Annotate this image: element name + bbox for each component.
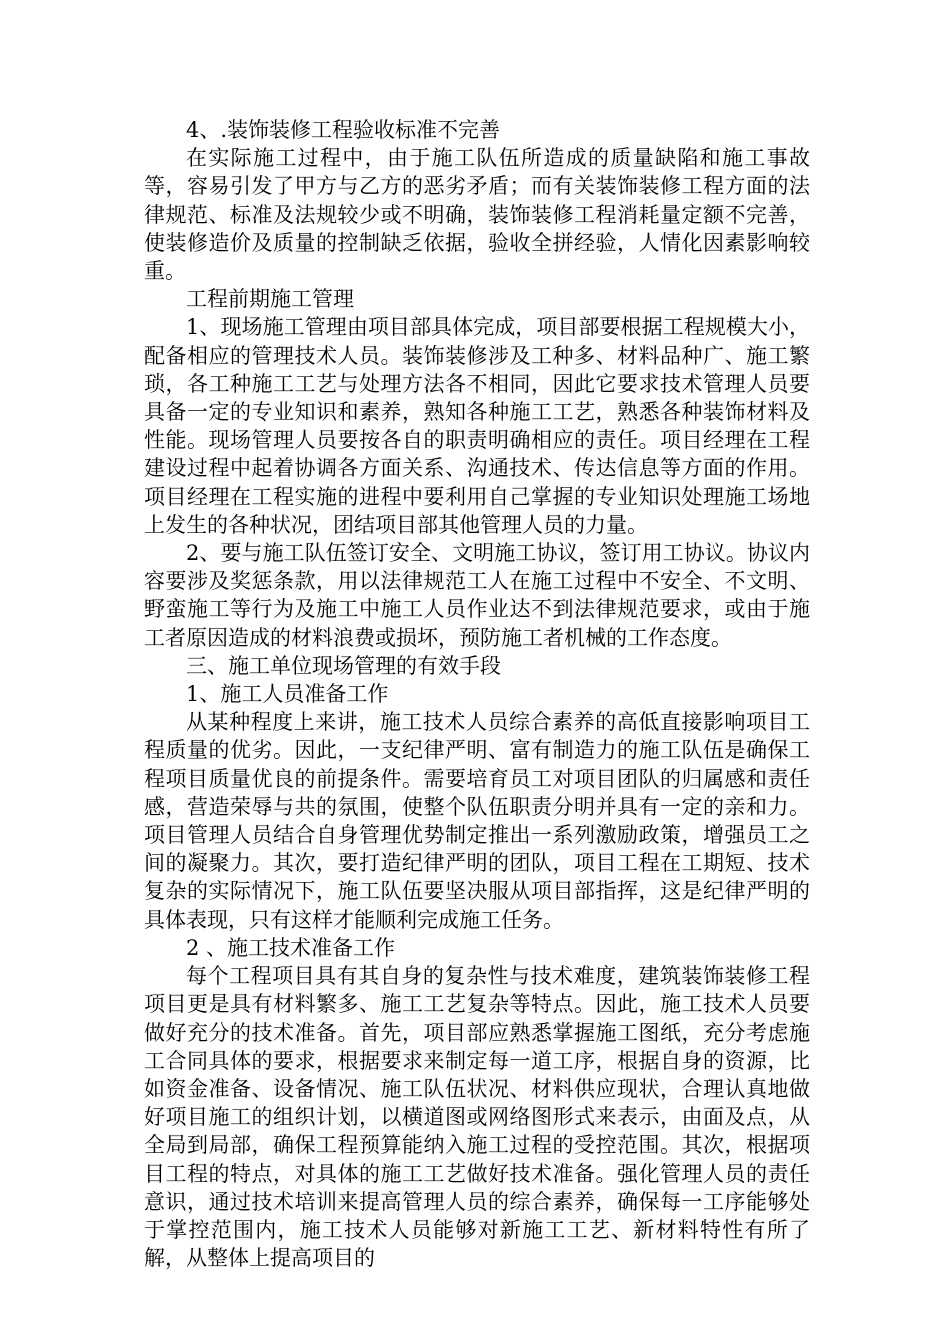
paragraph-site-management: 1、现场施工管理由项目部具体完成，项目部要根据工程规模大小，配备相应的管理技术人员。装饰装修涉及工种多、材料品种广、施工繁琐，各工种施工工艺与处理方法各不相同，因此它要求技术管理人员要具备一定的专业知识和素养，熟知各种施工工艺，熟悉各种装饰材料及性能。现场管理人员要按各自的职责明确相应的责任。项目经理在工程建设过程中起着协调各方面关系、沟通技术、传达信息等方面的作用。项目经理在工程实施的进程中要利用自己掌握的专业知识处理施工场地上发生的各种状况，团结项目部其他管理人员的力量。	[144, 315, 810, 537]
heading-effective-means: 三、施工单位现场管理的有效手段	[186, 653, 501, 678]
paragraph-personnel-preparation: 从某种程度上来讲，施工技术人员综合素养的高低直接影响项目工程质量的优劣。因此，一支纪律严明、富有制造力的施工队伍是确保工程项目质量优良的前提条件。需要培育员工对项目团队的归属感和责任感，营造荣辱与共的氛围，使整个队伍职责分明并具有一定的亲和力。项目管理人员结合自身管理优势制定推出一系列激励政策，增强员工之间的凝聚力。其次，要打造纪律严明的团队，项目工程在工期短、技术复杂的实际情况下，施工队伍要坚决服从项目部指挥，这是纪律严明的具体表现，只有这样才能顺利完成施工任务。	[144, 710, 810, 932]
heading-early-construction-management: 工程前期施工管理	[186, 287, 354, 312]
heading-acceptance-standards: 4、.装饰装修工程验收标准不完善	[186, 118, 501, 142]
paragraph-technical-preparation: 每个工程项目具有其自身的复杂性与技术难度，建筑装饰装修工程项目更是具有材料繁多、施工工艺复杂等特点。因此，施工技术人员要做好充分的技术准备。首先，项目部应熟悉掌握施工图纸，充分考虑施工合同具体的要求，根据要求来制定每一道工序，根据自身的资源，比如资金准备、设备情况、施工队伍状况、材料供应现状，合理认真地做好项目施工的组织计划，以横道图或网络图形式来表示，由面及点，从全局到局部，确保工程预算能纳入施工过程的受控范围。其次，根据项目工程的特点，对具体的施工工艺做好技术准备。强化管理人员的责任意识，通过技术培训来提高管理人员的综合素养，确保每一工序能够处于掌控范围内，施工技术人员能够对新施工工艺、新材料特性有所了解，从整体上提高项目的	[144, 964, 810, 1271]
paragraph-acceptance-standards: 在实际施工过程中，由于施工队伍所造成的质量缺陷和施工事故等，容易引发了甲方与乙方的恶劣矛盾；而有关装饰装修工程方面的法律规范、标准及法规较少或不明确，装饰装修工程消耗量定额不完善，使装修造价及质量的控制缺乏依据，验收全拼经验，人情化因素影响较重。	[144, 146, 810, 284]
document-body	[144, 116, 810, 1272]
heading-personnel-preparation: 1、施工人员准备工作	[186, 682, 389, 707]
paragraph-construction-agreements: 2、要与施工队伍签订安全、文明施工协议，签订用工协议。协议内容要涉及奖惩条款，用以法律规范工人在施工过程中不安全、不文明、野蛮施工等行为及施工中施工人员作业达不到法律规范要求，或由于施工者原因造成的材料浪费或损坏，预防施工者机械的工作态度。	[144, 541, 810, 650]
heading-technical-preparation: 2 、施工技术准备工作	[186, 935, 396, 960]
